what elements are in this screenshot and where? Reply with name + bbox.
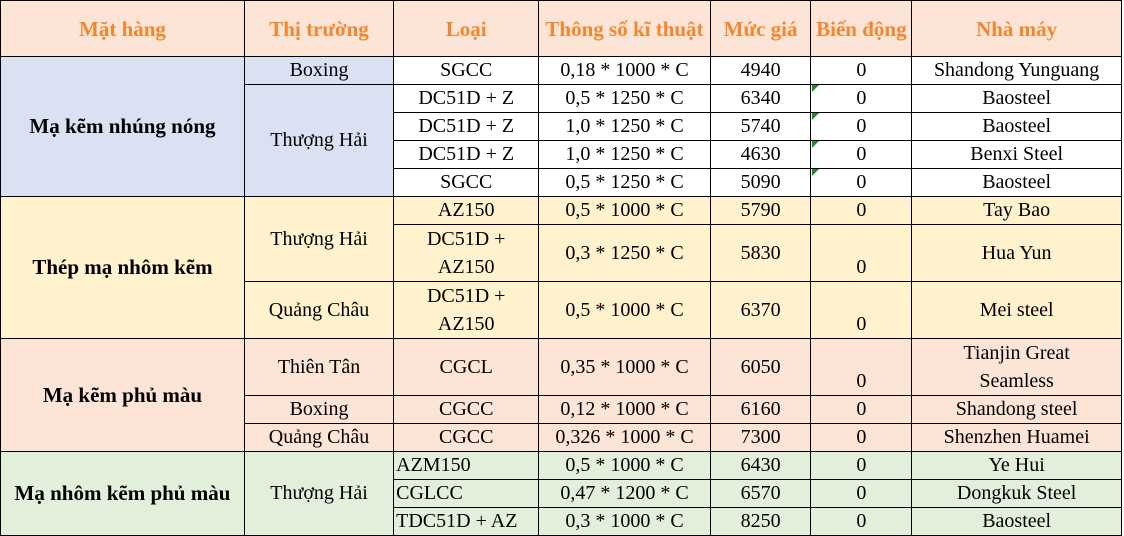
change-cell: 0	[811, 85, 912, 113]
type-cell: AZ150	[394, 197, 539, 225]
factory-cell: Baosteel	[912, 113, 1122, 141]
type-cell	[394, 282, 539, 339]
type-cell: SGCC	[394, 169, 539, 197]
price-cell: 5830	[710, 225, 811, 282]
type-cell: AZM150	[394, 452, 539, 480]
factory-cell: Shandong Yunguang	[912, 57, 1122, 85]
market-cell: Quảng Châu	[244, 282, 393, 339]
market-cell: Quảng Châu	[244, 424, 393, 452]
price-cell: 5790	[710, 197, 811, 225]
type-line: DC51D +	[426, 228, 506, 250]
change-cell: 0	[811, 282, 912, 339]
col-header-spec: Thông số kĩ thuật	[539, 1, 710, 57]
price-cell: 6050	[710, 339, 811, 396]
factory-cell	[912, 339, 1122, 396]
col-header-item: Mặt hàng	[1, 1, 245, 57]
group-name-cell: Thép mạ nhôm kẽm	[1, 197, 245, 339]
change-cell: 0	[811, 57, 912, 85]
table-row	[1, 452, 1122, 480]
factory-cell: Baosteel	[912, 508, 1122, 536]
change-cell: 0	[811, 396, 912, 424]
market-cell: Boxing	[244, 57, 393, 85]
factory-cell: Shenzhen Huamei	[912, 424, 1122, 452]
col-header-market: Thị trường	[244, 1, 393, 57]
price-cell: 7300	[710, 424, 811, 452]
type-cell: DC51D + Z	[394, 85, 539, 113]
spec-cell: 0,5 * 1250 * C	[539, 169, 710, 197]
factory-line: Tianjin Great	[963, 342, 1070, 364]
header-row	[1, 1, 1122, 57]
type-cell	[394, 225, 539, 282]
change-cell: 0	[811, 508, 912, 536]
price-cell: 6160	[710, 396, 811, 424]
spec-cell: 0,47 * 1200 * C	[539, 480, 710, 508]
type-cell: CGLCC	[394, 480, 539, 508]
type-line: AZ150	[437, 313, 495, 335]
change-cell: 0	[811, 480, 912, 508]
change-cell: 0	[811, 141, 912, 169]
market-cell: Thiên Tân	[244, 339, 393, 396]
group-name-cell: Mạ kẽm phủ màu	[1, 339, 245, 452]
type-cell: TDC51D + AZ	[394, 508, 539, 536]
spec-cell: 0,5 * 1000 * C	[539, 282, 710, 339]
factory-cell: Benxi Steel	[912, 141, 1122, 169]
market-cell: Thượng Hải	[244, 452, 393, 536]
factory-cell: Tay Bao	[912, 197, 1122, 225]
price-cell: 8250	[710, 508, 811, 536]
price-cell: 4630	[710, 141, 811, 169]
spec-cell: 0,3 * 1250 * C	[539, 225, 710, 282]
spec-cell: 0,5 * 1250 * C	[539, 85, 710, 113]
type-cell: CGCL	[394, 339, 539, 396]
col-header-price: Mức giá	[710, 1, 811, 57]
col-header-factory: Nhà máy	[912, 1, 1122, 57]
spec-cell: 0,326 * 1000 * C	[539, 424, 710, 452]
factory-cell: Dongkuk Steel	[912, 480, 1122, 508]
factory-cell: Baosteel	[912, 85, 1122, 113]
change-cell: 0	[811, 452, 912, 480]
type-line: AZ150	[437, 256, 495, 278]
group-name-cell: Mạ nhôm kẽm phủ màu	[1, 452, 245, 536]
change-cell: 0	[811, 225, 912, 282]
price-cell: 5740	[710, 113, 811, 141]
group-name-cell: Mạ kẽm nhúng nóng	[1, 57, 245, 197]
change-cell: 0	[811, 113, 912, 141]
factory-cell: Baosteel	[912, 169, 1122, 197]
spec-cell: 0,5 * 1000 * C	[539, 197, 710, 225]
price-cell: 6430	[710, 452, 811, 480]
type-cell: CGCC	[394, 424, 539, 452]
change-cell: 0	[811, 424, 912, 452]
table-row	[1, 57, 1122, 85]
col-header-type: Loại	[394, 1, 539, 57]
market-cell: Thượng Hải	[244, 197, 393, 282]
change-cell: 0	[811, 197, 912, 225]
change-cell: 0	[811, 339, 912, 396]
spec-cell: 0,5 * 1000 * C	[539, 452, 710, 480]
factory-cell: Shandong steel	[912, 396, 1122, 424]
col-header-change: Biến động	[811, 1, 912, 57]
market-cell: Boxing	[244, 396, 393, 424]
spec-cell: 0,18 * 1000 * C	[539, 57, 710, 85]
price-cell: 6570	[710, 480, 811, 508]
type-cell: SGCC	[394, 57, 539, 85]
price-cell: 6370	[710, 282, 811, 339]
spec-cell: 1,0 * 1250 * C	[539, 113, 710, 141]
spec-cell: 0,3 * 1000 * C	[539, 508, 710, 536]
change-cell: 0	[811, 169, 912, 197]
spec-cell: 1,0 * 1250 * C	[539, 141, 710, 169]
spec-cell: 0,35 * 1000 * C	[539, 339, 710, 396]
type-cell: CGCC	[394, 396, 539, 424]
table-row	[1, 197, 1122, 225]
factory-cell: Ye Hui	[912, 452, 1122, 480]
price-cell: 6340	[710, 85, 811, 113]
type-cell: DC51D + Z	[394, 113, 539, 141]
spec-cell: 0,12 * 1000 * C	[539, 396, 710, 424]
type-cell: DC51D + Z	[394, 141, 539, 169]
factory-cell: Hua Yun	[912, 225, 1122, 282]
type-line: DC51D +	[426, 285, 506, 307]
market-cell: Thượng Hải	[244, 85, 393, 197]
factory-line: Seamless	[979, 370, 1054, 392]
price-cell: 5090	[710, 169, 811, 197]
factory-cell: Mei steel	[912, 282, 1122, 339]
price-cell: 4940	[710, 57, 811, 85]
